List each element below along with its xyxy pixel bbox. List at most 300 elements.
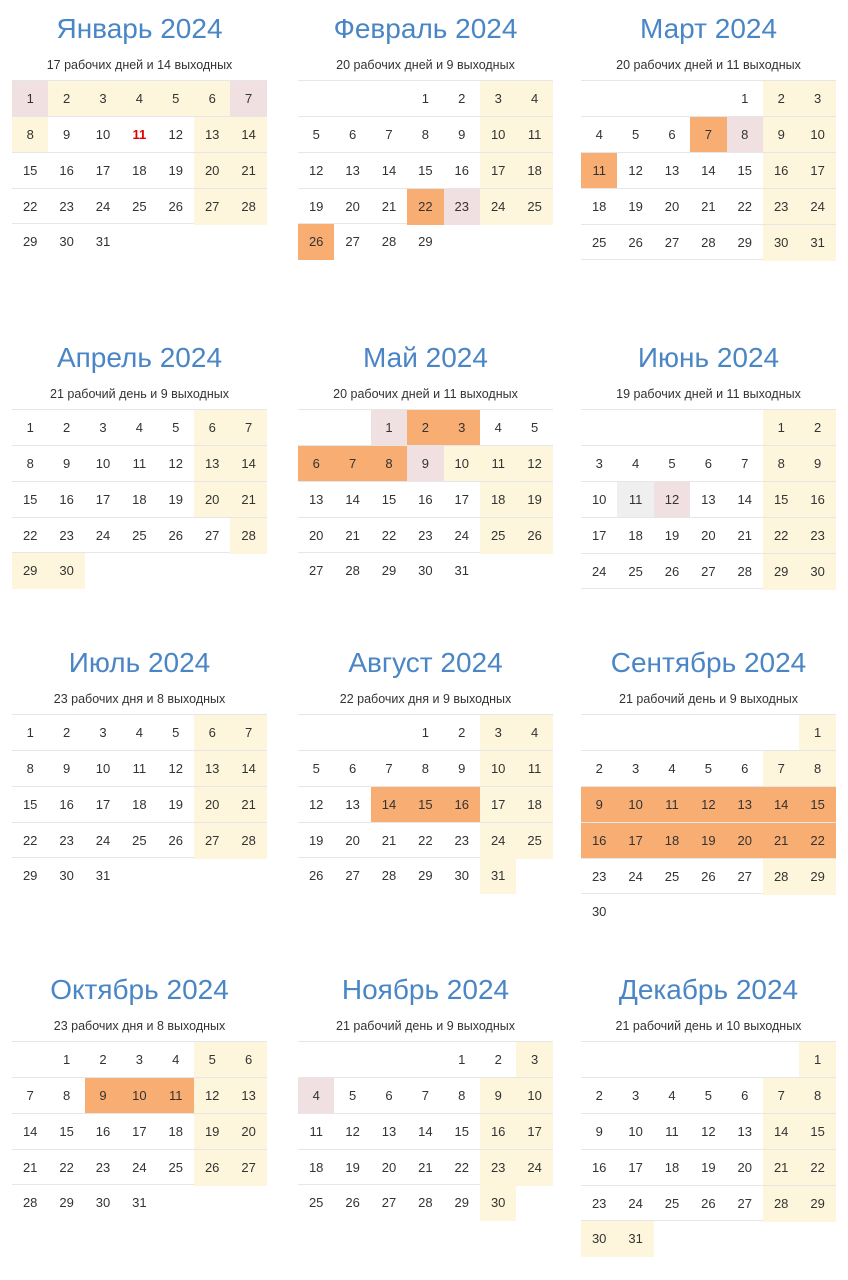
day-cell: 19 bbox=[308, 199, 324, 214]
day-cell: 13 bbox=[308, 492, 324, 507]
day-cell: 30 bbox=[591, 904, 607, 919]
day-cell: 9 bbox=[62, 456, 71, 471]
day-cell: 5 bbox=[668, 456, 676, 471]
day-cell: 12 bbox=[194, 1078, 230, 1114]
day-cell: 18 bbox=[132, 797, 147, 812]
day-cell: 21 bbox=[230, 787, 266, 823]
week-row bbox=[12, 481, 267, 517]
day-cell: 5 bbox=[194, 1042, 230, 1078]
day-cell: 3 bbox=[480, 715, 516, 751]
week-row bbox=[12, 409, 267, 445]
day-cell: 27 bbox=[194, 189, 230, 225]
day-cell: 23 bbox=[480, 1150, 516, 1186]
day-cell: 5 bbox=[631, 127, 640, 142]
day-cell: 7 bbox=[230, 715, 266, 751]
month-calendar bbox=[298, 646, 553, 894]
day-cell: 9 bbox=[581, 787, 617, 823]
day-cell: 24 bbox=[799, 189, 835, 225]
day-cell: 25 bbox=[132, 833, 147, 848]
week-row bbox=[12, 445, 267, 481]
week-row bbox=[581, 409, 836, 445]
day-cell: 29 bbox=[418, 234, 433, 249]
day-cell: 27 bbox=[701, 564, 716, 579]
day-cell: 24 bbox=[516, 1150, 552, 1186]
day-cell: 21 bbox=[22, 1160, 38, 1175]
week-row bbox=[12, 858, 267, 894]
week-row bbox=[581, 80, 836, 116]
month-summary: 19 рабочих дней и 11 выходных bbox=[616, 387, 801, 401]
day-cell: 4 bbox=[121, 81, 157, 117]
day-cell: 22 bbox=[799, 1150, 835, 1186]
day-cell: 18 bbox=[132, 492, 147, 507]
day-cell: 25 bbox=[664, 869, 680, 884]
week-row bbox=[298, 858, 553, 894]
day-cell: 3 bbox=[799, 81, 835, 117]
day-cell: 29 bbox=[737, 235, 753, 250]
week-row bbox=[298, 1149, 553, 1185]
day-cell: 1 bbox=[741, 91, 749, 106]
day-cell: 16 bbox=[454, 163, 470, 178]
day-cell: 2 bbox=[99, 1052, 107, 1067]
week-row bbox=[12, 714, 267, 750]
day-cell: 1 bbox=[799, 715, 835, 751]
week-row bbox=[298, 481, 553, 517]
day-cell: 27 bbox=[204, 528, 220, 543]
day-cell: 19 bbox=[345, 1160, 360, 1175]
day-cell: 11 bbox=[158, 1078, 194, 1114]
day-cell: 13 bbox=[230, 1078, 266, 1114]
day-cell: 30 bbox=[581, 1221, 617, 1257]
day-grid bbox=[12, 80, 267, 260]
day-cell: 28 bbox=[737, 564, 753, 579]
day-cell: 23 bbox=[59, 199, 74, 214]
week-row bbox=[298, 1077, 553, 1113]
day-cell: 21 bbox=[381, 833, 397, 848]
month-title: Январь 2024 bbox=[56, 13, 223, 44]
day-cell: 17 bbox=[617, 823, 653, 859]
day-cell: 11 bbox=[516, 117, 552, 153]
week-row bbox=[581, 822, 836, 858]
day-cell: 7 bbox=[763, 1078, 799, 1114]
week-row bbox=[581, 1077, 836, 1113]
day-cell: 11 bbox=[654, 787, 690, 823]
day-cell: 15 bbox=[22, 163, 38, 178]
day-cell: 24 bbox=[628, 869, 643, 884]
day-cell: 14 bbox=[701, 163, 716, 178]
day-cell: 14 bbox=[371, 787, 407, 823]
day-cell: 15 bbox=[381, 492, 397, 507]
day-cell: 6 bbox=[668, 127, 676, 142]
day-cell: 2 bbox=[595, 761, 603, 776]
day-cell: 3 bbox=[85, 81, 121, 117]
day-cell: 1 bbox=[421, 91, 429, 106]
day-cell: 16 bbox=[581, 823, 617, 859]
day-cell: 30 bbox=[454, 868, 470, 883]
day-cell: 8 bbox=[799, 1078, 835, 1114]
day-cell: 28 bbox=[763, 1186, 799, 1222]
day-cell: 11 bbox=[617, 482, 653, 518]
day-cell: 10 bbox=[628, 1124, 643, 1139]
day-cell: 24 bbox=[591, 564, 607, 579]
month-summary: 21 рабочий день и 10 выходных bbox=[615, 1019, 802, 1033]
day-cell: 31 bbox=[480, 858, 516, 894]
month-title: Август 2024 bbox=[348, 647, 503, 678]
month-summary: 21 рабочий день и 9 выходных bbox=[336, 1019, 515, 1033]
month-calendar bbox=[581, 12, 836, 260]
day-cell: 6 bbox=[348, 127, 357, 142]
day-cell: 4 bbox=[298, 1078, 334, 1114]
day-cell: 27 bbox=[664, 235, 680, 250]
month-calendar bbox=[12, 646, 267, 894]
day-cell: 14 bbox=[418, 1124, 433, 1139]
day-cell: 25 bbox=[628, 564, 643, 579]
day-cell: 6 bbox=[741, 1088, 749, 1103]
day-cell: 9 bbox=[407, 446, 443, 482]
day-cell: 29 bbox=[418, 868, 433, 883]
day-cell: 16 bbox=[418, 492, 433, 507]
week-row bbox=[298, 152, 553, 188]
day-cell: 9 bbox=[763, 117, 799, 153]
day-cell: 17 bbox=[132, 1124, 147, 1139]
day-cell: 12 bbox=[654, 482, 690, 518]
day-cell: 25 bbox=[591, 235, 607, 250]
day-cell: 14 bbox=[22, 1124, 38, 1139]
day-cell: 7 bbox=[690, 117, 726, 153]
day-cell: 5 bbox=[312, 761, 320, 776]
week-row bbox=[12, 1149, 267, 1185]
day-cell: 3 bbox=[631, 761, 640, 776]
day-cell: 23 bbox=[444, 189, 480, 225]
week-row bbox=[298, 224, 553, 260]
day-cell: 28 bbox=[418, 1195, 433, 1210]
day-cell: 21 bbox=[737, 528, 753, 543]
day-cell: 5 bbox=[172, 725, 180, 740]
day-grid bbox=[581, 409, 836, 589]
day-cell: 25 bbox=[516, 189, 552, 225]
day-cell: 18 bbox=[664, 1160, 680, 1175]
day-cell: 17 bbox=[95, 163, 111, 178]
day-cell: 5 bbox=[348, 1088, 357, 1103]
day-cell: 23 bbox=[591, 1196, 607, 1211]
day-cell: 13 bbox=[701, 492, 716, 507]
day-cell: 3 bbox=[444, 410, 480, 446]
day-cell: 26 bbox=[298, 224, 334, 260]
day-cell: 26 bbox=[628, 235, 643, 250]
day-cell: 27 bbox=[737, 1196, 753, 1211]
day-cell: 20 bbox=[345, 833, 360, 848]
day-cell: 15 bbox=[418, 163, 433, 178]
day-cell: 30 bbox=[59, 868, 74, 883]
day-cell: 21 bbox=[763, 1150, 799, 1186]
day-cell: 15 bbox=[763, 482, 799, 518]
day-cell: 13 bbox=[194, 117, 230, 153]
day-cell: 6 bbox=[704, 456, 712, 471]
day-cell: 8 bbox=[421, 761, 429, 776]
day-cell: 28 bbox=[230, 518, 266, 554]
week-row bbox=[581, 1221, 836, 1257]
week-row bbox=[12, 1113, 267, 1149]
day-cell: 23 bbox=[763, 189, 799, 225]
day-cell: 11 bbox=[480, 446, 516, 482]
day-cell: 13 bbox=[345, 797, 360, 812]
day-cell: 19 bbox=[308, 833, 324, 848]
day-cell: 21 bbox=[345, 528, 360, 543]
day-cell: 14 bbox=[230, 446, 266, 482]
day-cell: 29 bbox=[454, 1195, 470, 1210]
day-cell: 10 bbox=[516, 1078, 552, 1114]
day-cell: 18 bbox=[168, 1124, 184, 1139]
week-row bbox=[581, 858, 836, 894]
day-cell: 10 bbox=[799, 117, 835, 153]
week-row bbox=[581, 1113, 836, 1149]
day-cell: 16 bbox=[59, 163, 74, 178]
day-cell: 16 bbox=[95, 1124, 111, 1139]
week-row bbox=[298, 80, 553, 116]
month-title: Февраль 2024 bbox=[333, 13, 518, 44]
day-cell: 12 bbox=[308, 163, 324, 178]
day-cell: 21 bbox=[701, 199, 716, 214]
day-cell: 4 bbox=[631, 456, 640, 471]
day-cell: 24 bbox=[628, 1196, 643, 1211]
day-cell: 31 bbox=[454, 563, 470, 578]
month-summary: 21 рабочий день и 9 выходных bbox=[50, 387, 229, 401]
day-cell: 20 bbox=[308, 528, 324, 543]
week-row bbox=[581, 188, 836, 224]
day-grid bbox=[12, 714, 267, 894]
day-cell: 18 bbox=[654, 823, 690, 859]
month-summary: 20 рабочих дней и 9 выходных bbox=[336, 58, 515, 72]
day-cell: 29 bbox=[59, 1195, 74, 1210]
day-cell: 24 bbox=[132, 1160, 147, 1175]
day-cell: 1 bbox=[26, 725, 34, 740]
day-cell: 11 bbox=[309, 1124, 323, 1139]
day-cell: 19 bbox=[516, 482, 552, 518]
day-cell: 3 bbox=[99, 420, 107, 435]
day-cell: 13 bbox=[737, 1124, 753, 1139]
day-cell: 25 bbox=[308, 1195, 324, 1210]
day-cell: 4 bbox=[135, 420, 143, 435]
day-cell: 5 bbox=[530, 420, 539, 435]
day-cell: 30 bbox=[763, 225, 799, 261]
day-cell: 12 bbox=[516, 446, 552, 482]
day-cell: 17 bbox=[95, 797, 111, 812]
day-cell: 16 bbox=[480, 1114, 516, 1150]
day-cell: 23 bbox=[95, 1160, 111, 1175]
day-cell: 30 bbox=[480, 1185, 516, 1221]
day-cell: 13 bbox=[727, 787, 763, 823]
day-cell: 22 bbox=[454, 1160, 470, 1175]
day-cell: 16 bbox=[59, 492, 74, 507]
day-cell: 4 bbox=[172, 1052, 180, 1067]
day-cell: 3 bbox=[595, 456, 603, 471]
day-cell: 9 bbox=[62, 127, 71, 142]
day-cell: 24 bbox=[454, 528, 470, 543]
day-cell: 26 bbox=[701, 1196, 716, 1211]
week-row bbox=[298, 786, 553, 822]
day-cell: 17 bbox=[799, 153, 835, 189]
day-cell: 26 bbox=[308, 868, 324, 883]
month-calendar bbox=[581, 973, 836, 1257]
day-cell: 7 bbox=[334, 446, 370, 482]
day-cell: 12 bbox=[168, 456, 184, 471]
month-title: Май 2024 bbox=[363, 342, 488, 373]
day-cell: 31 bbox=[132, 1195, 147, 1210]
week-row bbox=[12, 553, 267, 589]
week-row bbox=[12, 750, 267, 786]
day-grid bbox=[12, 1041, 267, 1221]
day-cell: 22 bbox=[763, 518, 799, 554]
day-cell: 9 bbox=[480, 1078, 516, 1114]
month-summary: 21 рабочий день и 9 выходных bbox=[619, 692, 798, 706]
day-cell: 27 bbox=[345, 234, 360, 249]
day-cell: 13 bbox=[194, 446, 230, 482]
day-cell: 25 bbox=[132, 199, 147, 214]
day-cell: 2 bbox=[458, 725, 466, 740]
day-cell: 23 bbox=[591, 869, 607, 884]
day-cell: 28 bbox=[701, 235, 716, 250]
day-cell: 29 bbox=[763, 554, 799, 590]
day-cell: 10 bbox=[617, 787, 653, 823]
week-row bbox=[581, 224, 836, 260]
month-summary: 20 рабочих дней и 11 выходных bbox=[616, 58, 801, 72]
day-cell: 12 bbox=[168, 127, 184, 142]
day-cell: 2 bbox=[595, 1088, 603, 1103]
day-cell: 5 bbox=[704, 1088, 712, 1103]
week-row bbox=[12, 1041, 267, 1077]
week-row bbox=[581, 1149, 836, 1185]
week-row bbox=[581, 481, 836, 517]
day-cell: 14 bbox=[763, 1114, 799, 1150]
day-cell: 5 bbox=[312, 127, 320, 142]
day-cell: 19 bbox=[701, 1160, 716, 1175]
day-cell: 19 bbox=[690, 823, 726, 859]
day-cell: 20 bbox=[194, 153, 230, 189]
day-cell: 12 bbox=[168, 761, 184, 776]
day-cell: 2 bbox=[494, 1052, 502, 1067]
day-cell: 19 bbox=[168, 163, 184, 178]
day-cell: 4 bbox=[595, 127, 603, 142]
day-cell: 26 bbox=[194, 1150, 230, 1186]
month-summary: 22 рабочих дня и 9 выходных bbox=[339, 692, 512, 706]
day-cell: 15 bbox=[799, 1114, 835, 1150]
month-summary: 23 рабочих дня и 8 выходных bbox=[53, 692, 226, 706]
month-title: Июль 2024 bbox=[68, 647, 211, 678]
day-cell: 26 bbox=[168, 528, 184, 543]
day-cell: 10 bbox=[95, 456, 111, 471]
day-cell: 15 bbox=[799, 787, 835, 823]
day-cell: 28 bbox=[381, 868, 397, 883]
day-cell: 21 bbox=[381, 199, 397, 214]
day-cell: 4 bbox=[516, 81, 552, 117]
day-cell: 1 bbox=[62, 1052, 71, 1067]
week-row bbox=[298, 553, 553, 589]
day-cell: 4 bbox=[494, 420, 502, 435]
day-cell: 6 bbox=[194, 715, 230, 751]
week-row bbox=[12, 224, 267, 260]
day-cell: 4 bbox=[668, 761, 676, 776]
day-cell: 24 bbox=[480, 823, 516, 859]
day-cell: 22 bbox=[22, 833, 38, 848]
day-cell: 7 bbox=[421, 1088, 429, 1103]
day-cell: 28 bbox=[381, 234, 397, 249]
week-row bbox=[581, 116, 836, 152]
day-cell: 26 bbox=[664, 564, 680, 579]
week-row bbox=[298, 1113, 553, 1149]
week-row bbox=[12, 786, 267, 822]
week-row bbox=[298, 409, 553, 445]
month-summary: 23 рабочих дня и 8 выходных bbox=[53, 1019, 226, 1033]
week-row bbox=[298, 1185, 553, 1221]
day-cell: 10 bbox=[480, 117, 516, 153]
day-grid bbox=[298, 409, 553, 589]
day-cell: 29 bbox=[22, 868, 38, 883]
day-cell: 15 bbox=[407, 787, 443, 823]
week-row bbox=[581, 1185, 836, 1221]
day-cell: 20 bbox=[194, 787, 230, 823]
day-grid bbox=[581, 80, 836, 260]
day-cell: 25 bbox=[132, 528, 147, 543]
day-cell: 17 bbox=[628, 1160, 643, 1175]
day-cell: 15 bbox=[737, 163, 753, 178]
day-cell: 2 bbox=[62, 725, 71, 740]
day-cell: 9 bbox=[458, 127, 466, 142]
day-cell: 23 bbox=[454, 833, 470, 848]
day-cell: 1 bbox=[26, 420, 34, 435]
day-cell: 21 bbox=[763, 823, 799, 859]
month-calendar bbox=[12, 341, 267, 589]
day-cell: 10 bbox=[95, 761, 111, 776]
day-cell: 11 bbox=[132, 456, 147, 471]
day-cell: 8 bbox=[26, 761, 34, 776]
day-cell: 20 bbox=[345, 199, 360, 214]
day-cell: 6 bbox=[385, 1088, 393, 1103]
month-title: Март 2024 bbox=[639, 13, 778, 44]
day-cell: 17 bbox=[480, 153, 516, 189]
day-cell: 16 bbox=[799, 482, 835, 518]
day-cell: 12 bbox=[701, 1124, 716, 1139]
day-cell: 25 bbox=[664, 1196, 680, 1211]
month-calendar bbox=[12, 973, 267, 1221]
day-cell: 25 bbox=[480, 518, 516, 554]
day-cell: 26 bbox=[516, 518, 552, 554]
day-cell: 16 bbox=[763, 153, 799, 189]
week-row bbox=[581, 750, 836, 786]
week-row bbox=[298, 445, 553, 481]
month-calendar bbox=[581, 646, 836, 930]
day-cell: 4 bbox=[135, 725, 143, 740]
day-cell: 20 bbox=[701, 528, 716, 543]
day-cell: 22 bbox=[407, 189, 443, 225]
week-row bbox=[12, 822, 267, 858]
day-cell: 14 bbox=[345, 492, 360, 507]
day-cell: 31 bbox=[95, 234, 111, 249]
day-cell: 11 bbox=[132, 127, 147, 142]
day-cell: 22 bbox=[737, 199, 753, 214]
day-cell: 30 bbox=[799, 554, 835, 590]
day-cell: 14 bbox=[230, 117, 266, 153]
day-cell: 25 bbox=[168, 1160, 184, 1175]
day-cell: 8 bbox=[26, 456, 34, 471]
day-cell: 29 bbox=[12, 553, 48, 589]
day-cell: 31 bbox=[617, 1221, 653, 1257]
day-cell: 22 bbox=[59, 1160, 74, 1175]
day-cell: 15 bbox=[22, 492, 38, 507]
day-cell: 26 bbox=[701, 869, 716, 884]
day-cell: 31 bbox=[95, 868, 111, 883]
day-cell: 24 bbox=[95, 199, 111, 214]
day-cell: 20 bbox=[381, 1160, 397, 1175]
week-row bbox=[12, 1077, 267, 1113]
